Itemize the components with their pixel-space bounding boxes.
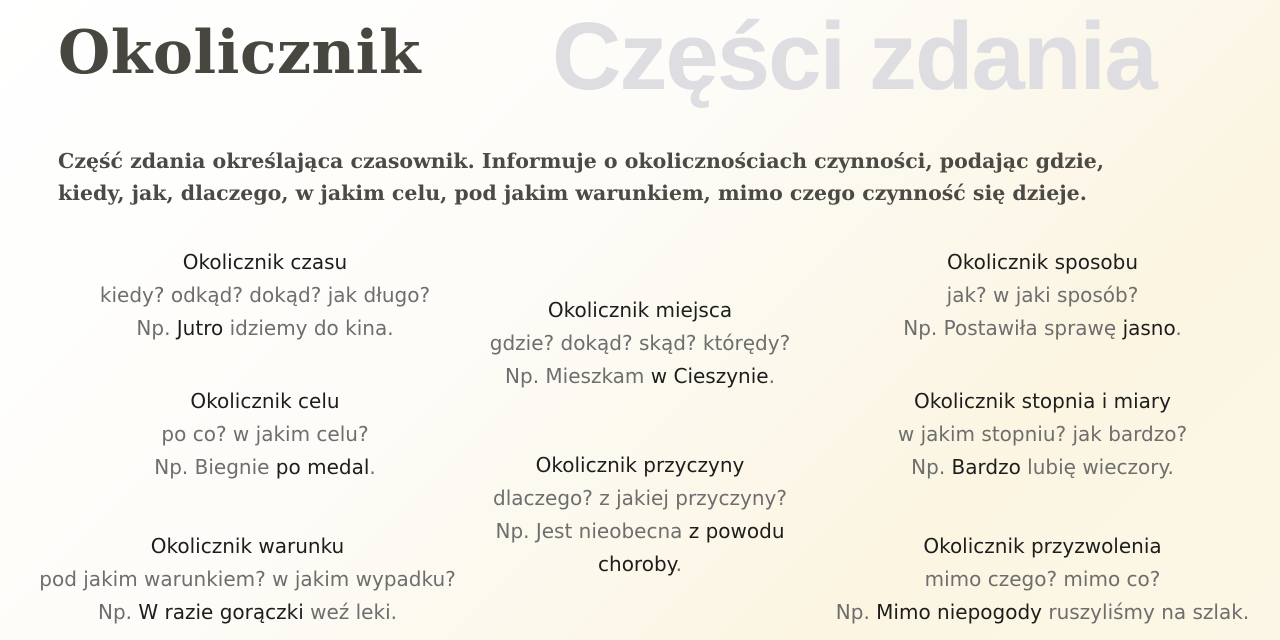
- example-prefix: Np. Biegnie: [154, 455, 270, 479]
- type-block-przyzwolenia: [800, 530, 1280, 629]
- type-block-stopnia: [830, 385, 1255, 484]
- example-prefix: Np.: [136, 316, 171, 340]
- example-highlight: Jutro: [176, 316, 224, 340]
- type-name: Okolicznik stopnia i miary: [914, 389, 1171, 413]
- example-rest: lubię wieczory.: [1027, 455, 1174, 479]
- example-rest: weź leki.: [310, 600, 397, 624]
- example-prefix: Np. Postawiła sprawę: [903, 316, 1117, 340]
- type-name: Okolicznik przyczyny: [535, 453, 745, 477]
- type-block-miejsca: [440, 294, 840, 393]
- example-highlight: choroby: [598, 552, 676, 576]
- example-prefix: Np.: [835, 600, 870, 624]
- example-rest: ruszyliśmy na szlak.: [1048, 600, 1250, 624]
- example-rest: .: [1175, 316, 1182, 340]
- type-example: [55, 312, 475, 345]
- definition-line: Część zdania określająca czasownik. Informuje o okolicznościach czynności, podając gdzie,: [58, 149, 1104, 173]
- type-example: [800, 596, 1280, 629]
- example-rest: idziemy do kina.: [229, 316, 394, 340]
- type-block-sposobu: [830, 246, 1255, 345]
- type-example: [830, 451, 1255, 484]
- type-questions: jak? w jaki sposób?: [946, 283, 1139, 307]
- example-prefix: Np. Mieszkam: [505, 364, 645, 388]
- example-prefix: Np.: [911, 455, 946, 479]
- type-example: [55, 451, 475, 484]
- example-highlight: Bardzo: [951, 455, 1021, 479]
- type-example: [830, 312, 1255, 345]
- definition-text: [58, 145, 1238, 209]
- type-block-czasu: [55, 246, 475, 345]
- type-block-warunku: [5, 530, 490, 629]
- example-highlight: po medal: [275, 455, 370, 479]
- example-highlight: Mimo niepogody: [876, 600, 1042, 624]
- type-questions: gdzie? dokąd? skąd? którędy?: [489, 331, 791, 355]
- type-name: Okolicznik sposobu: [946, 250, 1138, 274]
- type-block-celu: [55, 385, 475, 484]
- type-name: Okolicznik przyzwolenia: [923, 534, 1162, 558]
- type-name: Okolicznik czasu: [182, 250, 348, 274]
- type-questions: kiedy? odkąd? dokąd? jak długo?: [99, 283, 431, 307]
- example-rest: .: [675, 552, 682, 576]
- type-name: Okolicznik warunku: [150, 534, 345, 558]
- type-name: Okolicznik miejsca: [547, 298, 733, 322]
- type-questions: pod jakim warunkiem? w jakim wypadku?: [39, 567, 456, 591]
- example-highlight: jasno: [1122, 316, 1176, 340]
- type-block-przyczyny: [440, 449, 840, 581]
- type-questions: mimo czego? mimo co?: [924, 567, 1161, 591]
- definition-line: kiedy, jak, dlaczego, w jakim celu, pod jakim warunkiem, mimo czego czynność się dzieje.: [58, 181, 1087, 205]
- example-rest: .: [768, 364, 775, 388]
- example-highlight: w Cieszynie: [650, 364, 769, 388]
- example-prefix: Np.: [98, 600, 133, 624]
- type-example: [440, 360, 840, 393]
- page-title: Okolicznik: [58, 18, 422, 88]
- example-prefix: Np. Jest nieobecna: [495, 519, 683, 543]
- type-name: Okolicznik celu: [190, 389, 340, 413]
- type-example: [5, 596, 490, 629]
- type-questions: w jakim stopniu? jak bardzo?: [897, 422, 1188, 446]
- type-questions: po co? w jakim celu?: [161, 422, 369, 446]
- type-example: [440, 515, 840, 548]
- example-rest: .: [369, 455, 376, 479]
- type-example-cont: [440, 548, 840, 581]
- type-questions: dlaczego? z jakiej przyczyny?: [493, 486, 787, 510]
- example-highlight: W razie gorączki: [138, 600, 304, 624]
- example-highlight: z powodu: [688, 519, 785, 543]
- watermark-title: Części zdania: [552, 3, 1156, 110]
